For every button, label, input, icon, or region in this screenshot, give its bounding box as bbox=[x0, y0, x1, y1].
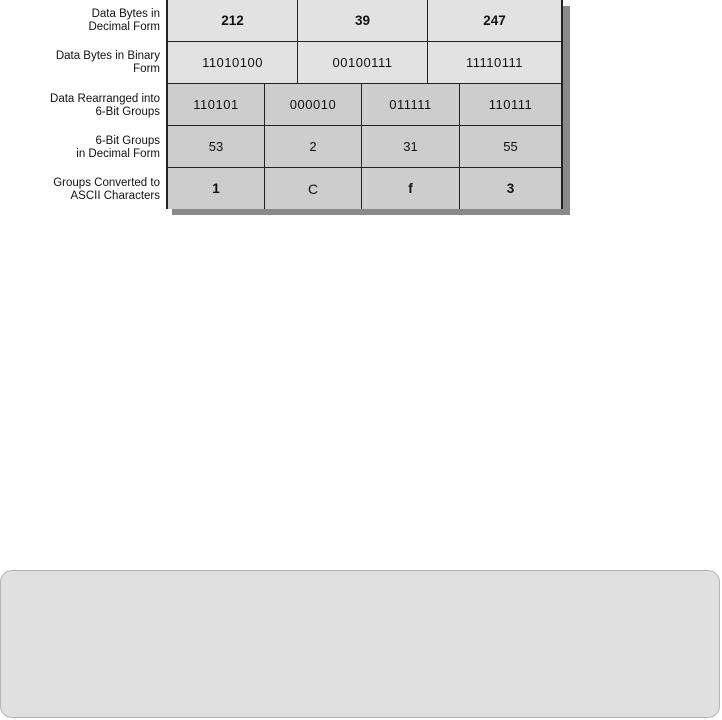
byte-cell: 39 bbox=[298, 0, 428, 41]
ascii-cell: 3 bbox=[460, 168, 561, 209]
binary-cell: 11110111 bbox=[428, 42, 561, 83]
label-rearranged: Data Rearranged into 6-Bit Groups bbox=[50, 93, 160, 118]
ascii-cell: f bbox=[362, 168, 460, 209]
bottom-panel bbox=[0, 570, 720, 718]
byte-cell: 212 bbox=[168, 0, 298, 41]
ascii-cell: C bbox=[265, 168, 362, 209]
label-six-bit-decimal: 6-Bit Groups in Decimal Form bbox=[76, 135, 160, 160]
group-decimal-cell: 2 bbox=[265, 126, 362, 167]
base64-diagram bbox=[166, 0, 563, 209]
group-cell: 000010 bbox=[265, 84, 362, 125]
binary-cell: 00100111 bbox=[298, 42, 428, 83]
group-cell: 011111 bbox=[362, 84, 460, 125]
ascii-cell: 1 bbox=[168, 168, 265, 209]
label-decimal-bytes: Data Bytes in Decimal Form bbox=[88, 8, 160, 33]
byte-cell: 247 bbox=[428, 0, 561, 41]
label-binary-bytes: Data Bytes in Binary Form bbox=[55, 50, 160, 75]
row-six-bit-decimal bbox=[168, 126, 561, 168]
group-cell: 110111 bbox=[460, 84, 561, 125]
row-decimal-bytes bbox=[168, 0, 561, 42]
row-ascii-chars bbox=[168, 168, 561, 209]
group-decimal-cell: 55 bbox=[460, 126, 561, 167]
row-six-bit-groups bbox=[168, 84, 561, 126]
row-binary-bytes bbox=[168, 42, 561, 84]
binary-cell: 11010100 bbox=[168, 42, 298, 83]
group-decimal-cell: 53 bbox=[168, 126, 265, 167]
group-decimal-cell: 31 bbox=[362, 126, 460, 167]
group-cell: 110101 bbox=[168, 84, 265, 125]
label-ascii: Groups Converted to ASCII Characters bbox=[53, 177, 160, 202]
